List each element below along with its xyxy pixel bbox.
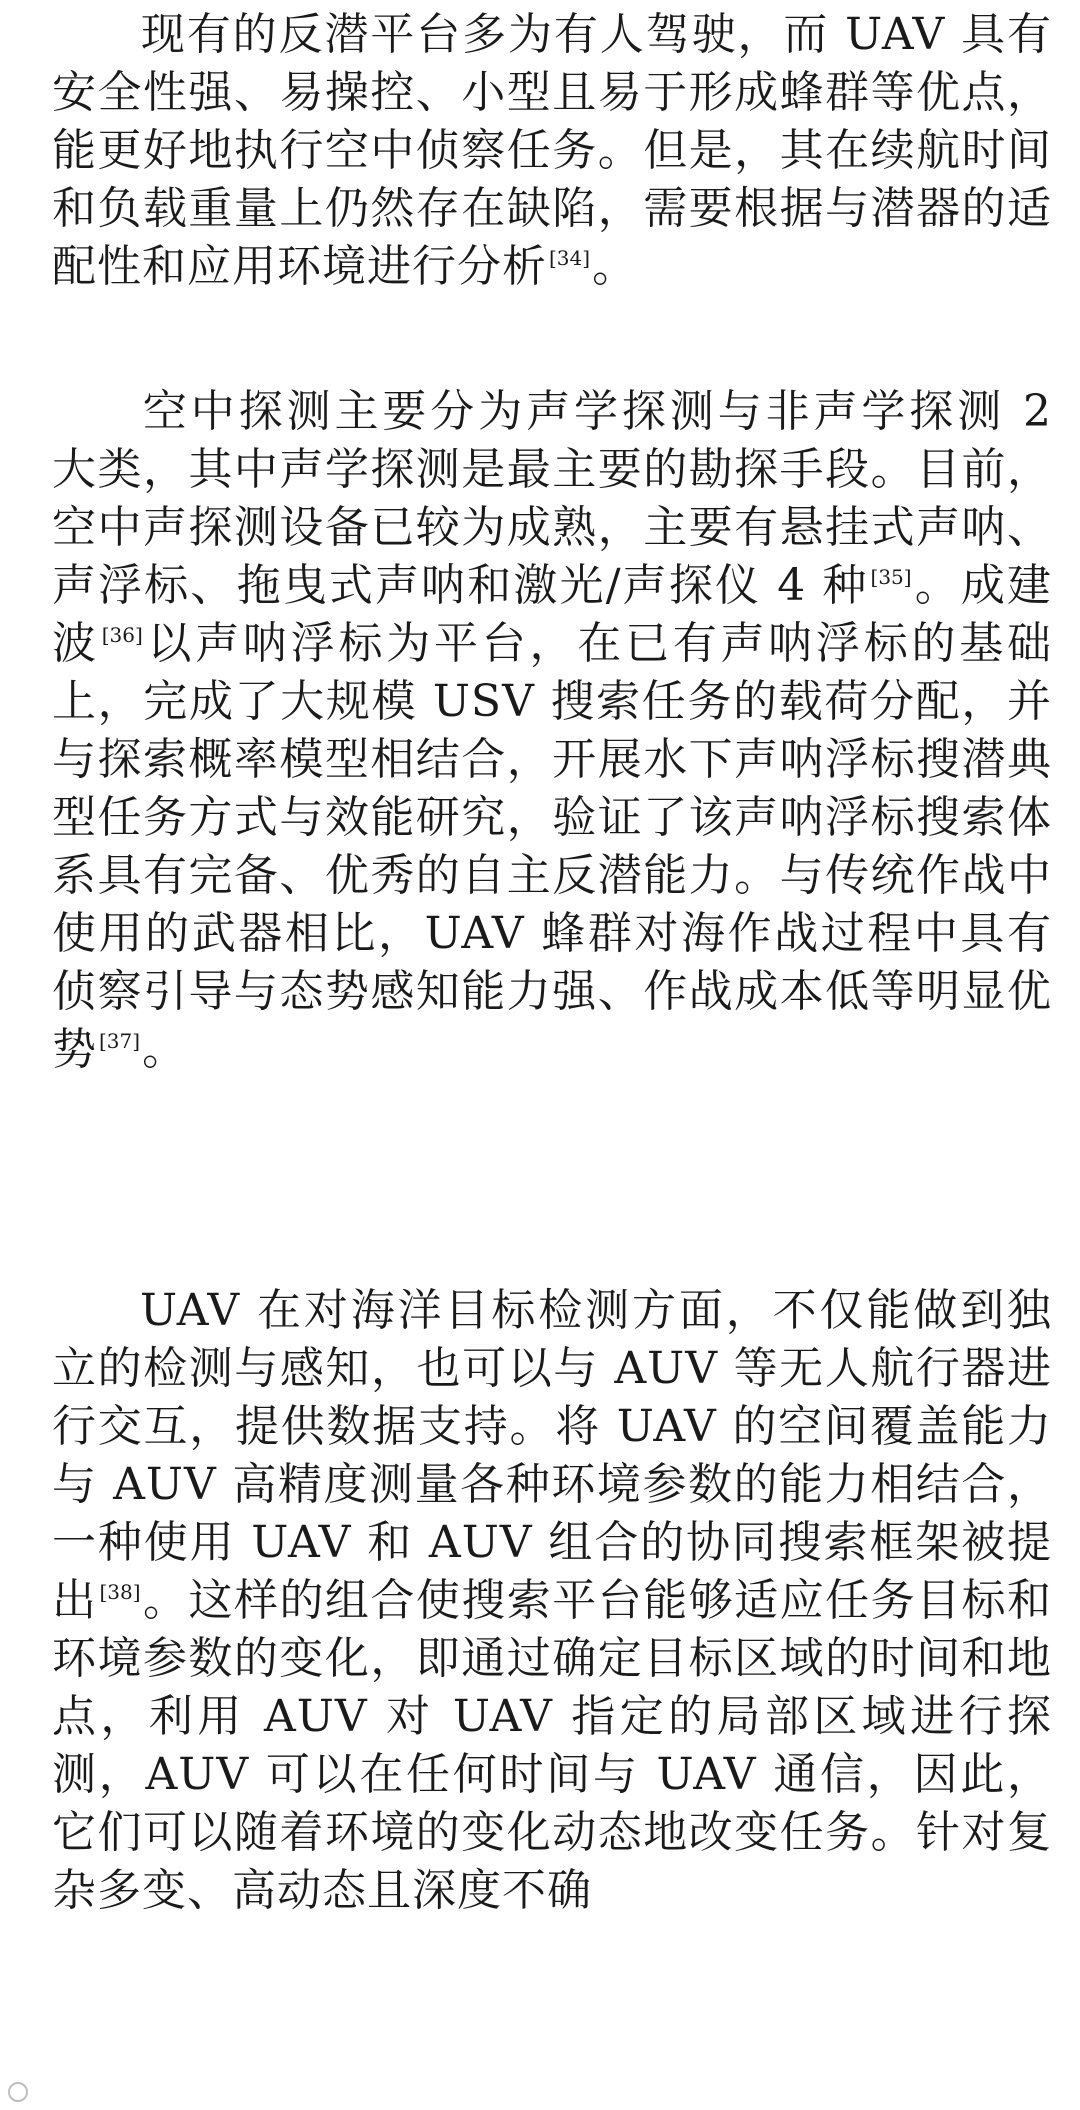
paragraph-2-text-a: 空中探测主要分为声学探测与非声学探测 2 大类，其中声学探测是最主要的勘探手段。目前，空中声探测设备已较为成熟，主要有悬挂式声呐、声浮标、拖曳式声呐和激光/声探仪 4 种	[52, 386, 1052, 611]
paragraph-3	[0, 1282, 1080, 1920]
watermark	[8, 2082, 28, 2102]
app-logo-icon	[8, 2082, 28, 2102]
paragraph-1-end: 。	[592, 241, 638, 292]
citation-35: [35]	[870, 565, 912, 590]
citation-34: [34]	[549, 246, 591, 271]
paragraph-2-text-c: 以声呐浮标为平台，在已有声呐浮标的基础上，完成了大规模 USV 搜索任务的载荷分配，并与探索概率模型相结合，开展水下声呐浮标搜潜典型任务方式与效能研究，验证了该声呐浮标搜索体系具有完备、优秀的自主反潜能力。与传统作战中使用的武器相比，UAV 蜂群对海作战过程中具有侦察引导与态势感知能力强、作战成本低等明显优势	[52, 618, 1053, 1075]
paragraph-3-text-a: UAV 在对海洋目标检测方面，不仅能做到独立的检测与感知，也可以与 AUV 等无人航行器进行交互，提供数据支持。将 UAV 的空间覆盖能力与 AUV 高精度测量各种环境参数的能力相结合，一种使用 UAV 和 AUV 组合的协同搜索框架被提出	[52, 1285, 1052, 1626]
citation-36: [36]	[101, 623, 143, 648]
paragraph-3-text-b: 。这样的组合使搜索平台能够适应任务目标和环境参数的变化，即通过确定目标区域的时间和地点，利用 AUV 对 UAV 指定的局部区域进行探测，AUV 可以在任何时间与 UAV 通信，因此，它们可以随着环境的变化动态地改变任务。针对复杂多变、高动态且深度不确	[52, 1575, 1053, 1916]
paragraph-2-end: 。	[142, 1024, 188, 1075]
paragraph-1-text: 现有的反潜平台多为有人驾驶，而 UAV 具有安全性强、易操控、小型且易于形成蜂群等优点，能更好地执行空中侦察任务。但是，其在续航时间和负载重量上仍然存在缺陷，需要根据与潜器的适配性和应用环境进行分析	[52, 9, 1052, 292]
citation-38: [38]	[99, 1580, 141, 1605]
paragraph-2-text-b: 。成建波	[52, 560, 1053, 669]
paragraph-2	[0, 383, 1080, 1079]
paragraph-1	[0, 6, 1080, 296]
citation-37: [37]	[99, 1029, 141, 1054]
